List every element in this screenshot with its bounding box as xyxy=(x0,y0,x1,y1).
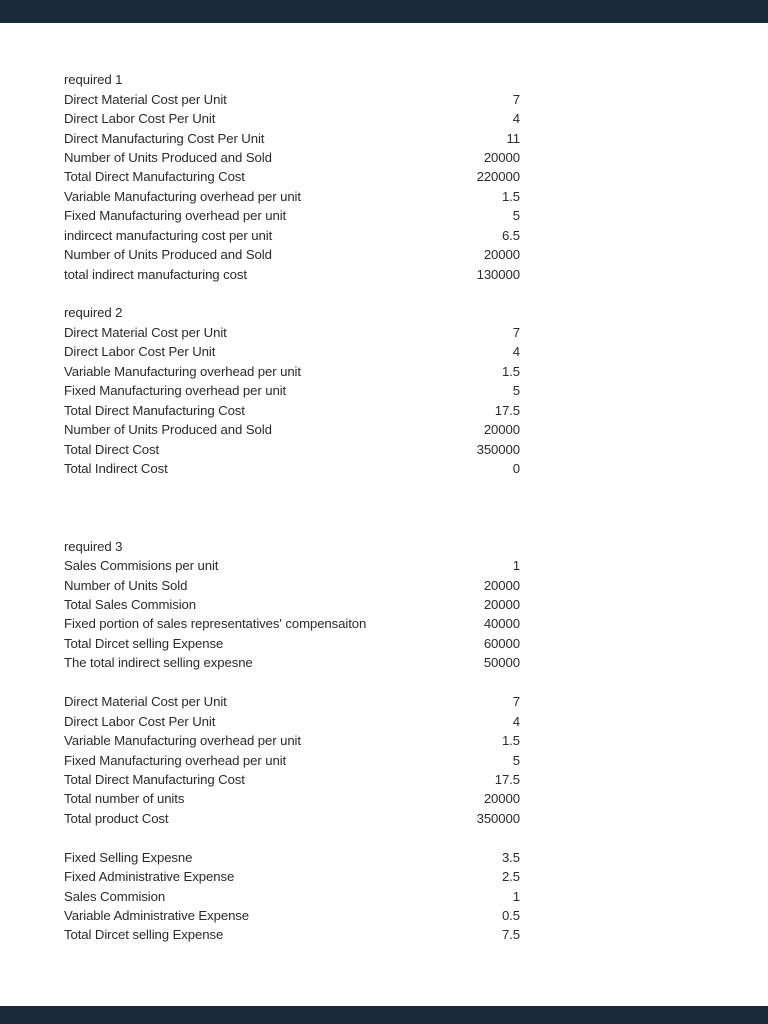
row-label: Fixed Manufacturing overhead per unit xyxy=(64,752,287,768)
row-value: 20000 xyxy=(483,149,520,165)
row-value: 350000 xyxy=(476,810,520,826)
row-label: Total Direct Manufacturing Cost xyxy=(64,169,245,185)
section-heading xyxy=(64,70,520,89)
section-heading-label: required 3 xyxy=(64,538,123,554)
sheet-row xyxy=(64,439,520,458)
row-label: Total Dircet selling Expense xyxy=(64,635,224,651)
row-value: 220000 xyxy=(476,169,520,185)
sheet-row xyxy=(64,362,520,381)
sheet-row xyxy=(64,400,520,419)
sheet-row xyxy=(64,653,520,672)
row-label: Direct Material Cost per Unit xyxy=(64,91,227,107)
sheet-row xyxy=(64,206,520,225)
row-value: 4 xyxy=(512,713,520,729)
row-value: 20000 xyxy=(483,247,520,263)
section-heading-label: required 2 xyxy=(64,305,123,321)
row-label: Total product Cost xyxy=(64,810,169,826)
row-value: 2.5 xyxy=(501,869,520,885)
spacer-row xyxy=(64,828,520,847)
row-label: Direct Labor Cost Per Unit xyxy=(64,111,216,127)
sheet-row xyxy=(64,595,520,614)
sheet-row xyxy=(64,109,520,128)
row-value: 1.5 xyxy=(501,363,520,379)
row-value: 7 xyxy=(512,324,520,340)
sheet-row xyxy=(64,711,520,730)
row-label: Number of Units Produced and Sold xyxy=(64,247,272,263)
row-label: indircect manufacturing cost per unit xyxy=(64,227,273,243)
sheet-row xyxy=(64,886,520,905)
row-value: 50000 xyxy=(483,655,520,671)
row-label: Total Direct Manufacturing Cost xyxy=(64,771,245,787)
row-value: 20000 xyxy=(483,791,520,807)
row-label: Variable Manufacturing overhead per unit xyxy=(64,733,301,749)
row-label: Variable Manufacturing overhead per unit xyxy=(64,363,301,379)
sheet-row xyxy=(64,342,520,361)
row-label: Total Dircet selling Expense xyxy=(64,927,224,943)
sheet-row xyxy=(64,420,520,439)
sheet-row xyxy=(64,556,520,575)
row-value: 7 xyxy=(512,694,520,710)
row-label: Sales Commisions per unit xyxy=(64,558,219,574)
sheet-row xyxy=(64,323,520,342)
row-value: 5 xyxy=(512,752,520,768)
row-value: 60000 xyxy=(483,635,520,651)
row-label: Direct Material Cost per Unit xyxy=(64,694,227,710)
row-value: 5 xyxy=(512,383,520,399)
row-value: 1.5 xyxy=(501,733,520,749)
row-label: Direct Labor Cost Per Unit xyxy=(64,713,216,729)
row-label: Fixed portion of sales representatives' compensaiton xyxy=(64,616,367,632)
row-value: 20000 xyxy=(483,597,520,613)
row-label: Fixed Administrative Expense xyxy=(64,869,235,885)
sheet-row xyxy=(64,614,520,633)
row-label: Direct Material Cost per Unit xyxy=(64,324,227,340)
sheet-row xyxy=(64,906,520,925)
row-label: Sales Commision xyxy=(64,888,166,904)
sheet-row xyxy=(64,226,520,245)
row-value: 11 xyxy=(506,130,520,146)
row-value: 17.5 xyxy=(494,402,520,418)
sheet-row xyxy=(64,770,520,789)
row-value: 17.5 xyxy=(494,771,520,787)
row-value: 20000 xyxy=(483,577,520,593)
viewer-top-bar xyxy=(0,0,768,23)
row-value: 3.5 xyxy=(501,849,520,865)
row-label: Number of Units Produced and Sold xyxy=(64,422,272,438)
row-label: Variable Administrative Expense xyxy=(64,908,250,924)
section-heading xyxy=(64,537,520,556)
sheet-row xyxy=(64,148,520,167)
sheet-row xyxy=(64,264,520,283)
sheet-row xyxy=(64,128,520,147)
sheet-row xyxy=(64,459,520,478)
row-value: 0 xyxy=(512,460,520,476)
row-value: 4 xyxy=(512,111,520,127)
row-label: Total Direct Cost xyxy=(64,441,160,457)
spacer-row xyxy=(64,517,520,536)
sheet-row xyxy=(64,634,520,653)
row-value: 4 xyxy=(512,344,520,360)
row-value: 130000 xyxy=(476,266,520,282)
worksheet xyxy=(64,70,520,945)
sheet-row xyxy=(64,789,520,808)
row-value: 1.5 xyxy=(501,188,520,204)
spacer-row xyxy=(64,478,520,497)
row-value: 350000 xyxy=(476,441,520,457)
row-value: 40000 xyxy=(483,616,520,632)
sheet-row xyxy=(64,89,520,108)
sheet-row xyxy=(64,575,520,594)
row-label: Direct Manufacturing Cost Per Unit xyxy=(64,130,265,146)
sheet-row xyxy=(64,692,520,711)
spacer-row xyxy=(64,498,520,517)
row-label: Total Direct Manufacturing Cost xyxy=(64,402,245,418)
sheet-row xyxy=(64,809,520,828)
section-heading-label: required 1 xyxy=(64,72,123,88)
sheet-row xyxy=(64,750,520,769)
viewer-bottom-bar xyxy=(0,1006,768,1024)
row-label: Fixed Manufacturing overhead per unit xyxy=(64,208,287,224)
row-label: Fixed Manufacturing overhead per unit xyxy=(64,383,287,399)
row-label: Total number of units xyxy=(64,791,185,807)
sheet-row xyxy=(64,731,520,750)
spacer-row xyxy=(64,673,520,692)
row-label: Fixed Selling Expesne xyxy=(64,849,193,865)
sheet-row xyxy=(64,848,520,867)
row-label: Number of Units Sold xyxy=(64,577,188,593)
sheet-row xyxy=(64,187,520,206)
row-value: 20000 xyxy=(483,422,520,438)
sheet-row xyxy=(64,925,520,944)
section-heading xyxy=(64,303,520,322)
sheet-row xyxy=(64,167,520,186)
row-value: 1 xyxy=(512,888,520,904)
sheet-row xyxy=(64,245,520,264)
row-value: 0.5 xyxy=(501,908,520,924)
spacer-row xyxy=(64,284,520,303)
row-value: 5 xyxy=(512,208,520,224)
sheet-row xyxy=(64,867,520,886)
row-label: Direct Labor Cost Per Unit xyxy=(64,344,216,360)
row-value: 7 xyxy=(512,91,520,107)
row-value: 1 xyxy=(512,558,520,574)
row-value: 7.5 xyxy=(501,927,520,943)
row-label: Total Indirect Cost xyxy=(64,460,168,476)
sheet-row xyxy=(64,381,520,400)
row-label: The total indirect selling expesne xyxy=(64,655,253,671)
row-label: Total Sales Commision xyxy=(64,597,197,613)
row-label: Number of Units Produced and Sold xyxy=(64,149,272,165)
row-label: Variable Manufacturing overhead per unit xyxy=(64,188,301,204)
row-value: 6.5 xyxy=(501,227,520,243)
row-label: total indirect manufacturing cost xyxy=(64,266,247,282)
